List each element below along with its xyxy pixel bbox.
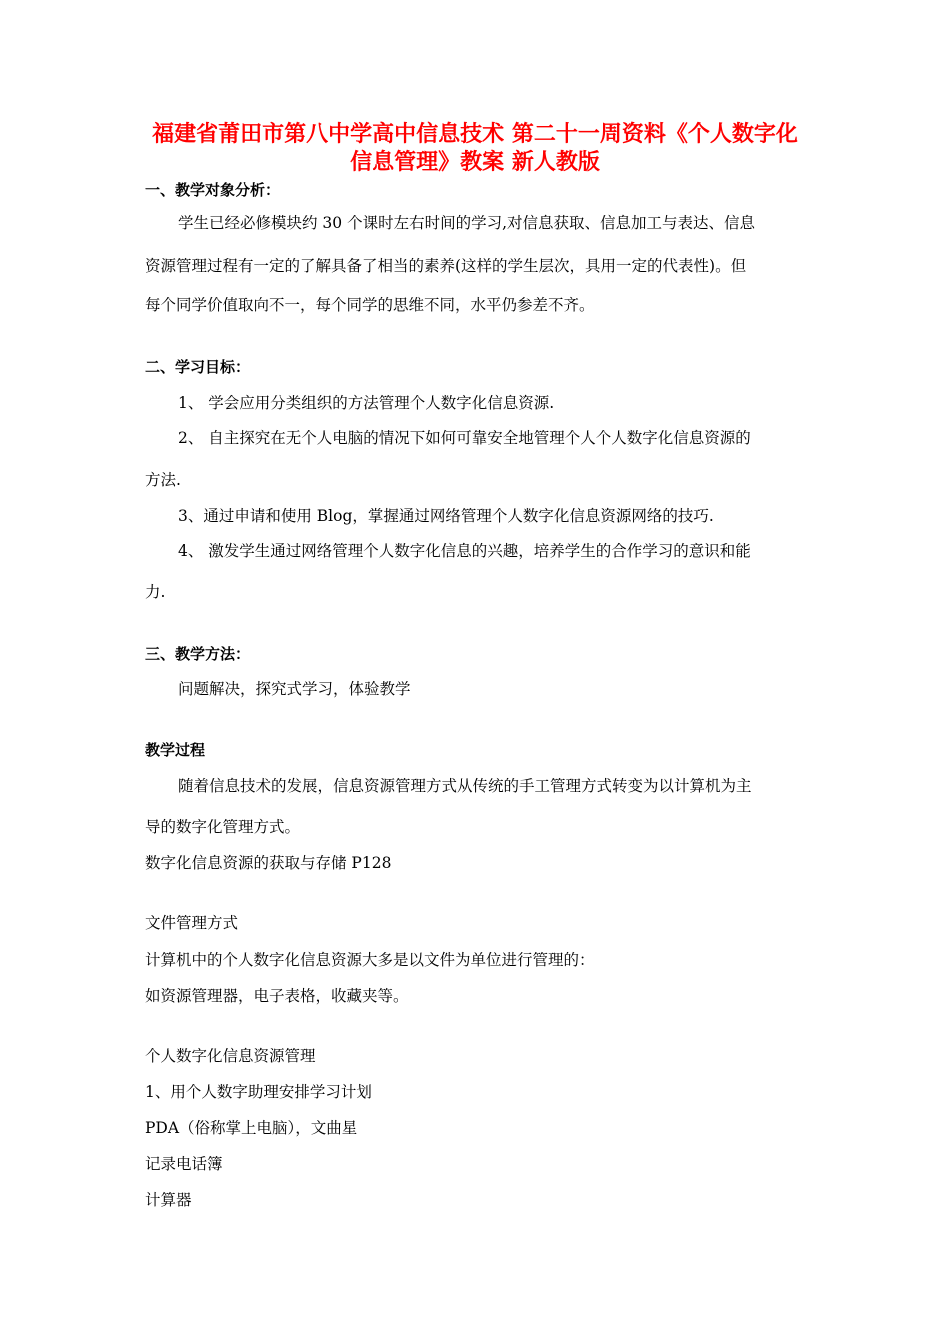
goal-item-3: 3、通过申请和使用 Blog，掌握通过网络管理个人数字化信息资源网络的技巧.	[178, 507, 714, 525]
goal-item-4-line-2: 力.	[145, 583, 166, 601]
process-file-unit-line: 计算机中的个人数字化信息资源大多是以文件为单位进行管理的：	[145, 951, 595, 969]
section-1-paragraph-line-3: 每个同学价值取向不一，每个同学的思维不同，水平仍参差不齐。	[145, 296, 595, 314]
process-storage-line: 数字化信息资源的获取与存储 P128	[145, 854, 392, 872]
process-pda-plan-line: 1、用个人数字助理安排学习计划	[145, 1083, 372, 1101]
goal-item-4-line-1: 4、 激发学生通过网络管理个人数字化信息的兴趣，培养学生的合作学习的意识和能	[178, 542, 751, 560]
section-1-heading: 一、教学对象分析：	[145, 181, 281, 199]
section-1-paragraph-line-2: 资源管理过程有一定的了解具备了相当的素养(这样的学生层次，具用一定的代表性)。但	[145, 257, 747, 275]
document-title-line-1: 福建省莆田市第八中学高中信息技术 第二十一周资料《个人数字化	[152, 122, 798, 147]
goal-item-1: 1、 学会应用分类组织的方法管理个人数字化信息资源.	[178, 394, 555, 412]
process-paragraph-line-2: 导的数字化管理方式。	[145, 818, 301, 836]
process-examples-line: 如资源管理器，电子表格，收藏夹等。	[145, 987, 409, 1005]
process-pda-line: PDA（俗称掌上电脑），文曲星	[145, 1119, 358, 1137]
process-paragraph-line-1: 随着信息技术的发展，信息资源管理方式从传统的手工管理方式转变为以计算机为主	[178, 777, 752, 795]
process-phonebook-line: 记录电话簿	[145, 1155, 223, 1173]
section-2-heading: 二、学习目标：	[145, 358, 251, 376]
section-3-heading: 三、教学方法：	[145, 645, 251, 663]
process-heading: 教学过程	[145, 741, 206, 759]
section-1-paragraph-line-1: 学生已经必修模块约 30 个课时左右时间的学习,对信息获取、信息加工与表达、信息	[178, 214, 756, 232]
section-3-paragraph: 问题解决，探究式学习，体验教学	[178, 680, 411, 698]
process-calculator-line: 计算器	[145, 1191, 192, 1209]
process-file-management-line: 文件管理方式	[145, 914, 239, 932]
goal-item-2-line-1: 2、 自主探究在无个人电脑的情况下如何可靠安全地管理个人个人数字化信息资源的	[178, 429, 751, 447]
document-title-line-2: 信息管理》教案 新人教版	[350, 150, 600, 175]
goal-item-2-line-2: 方法.	[145, 471, 181, 489]
process-personal-management-line: 个人数字化信息资源管理	[145, 1047, 316, 1065]
